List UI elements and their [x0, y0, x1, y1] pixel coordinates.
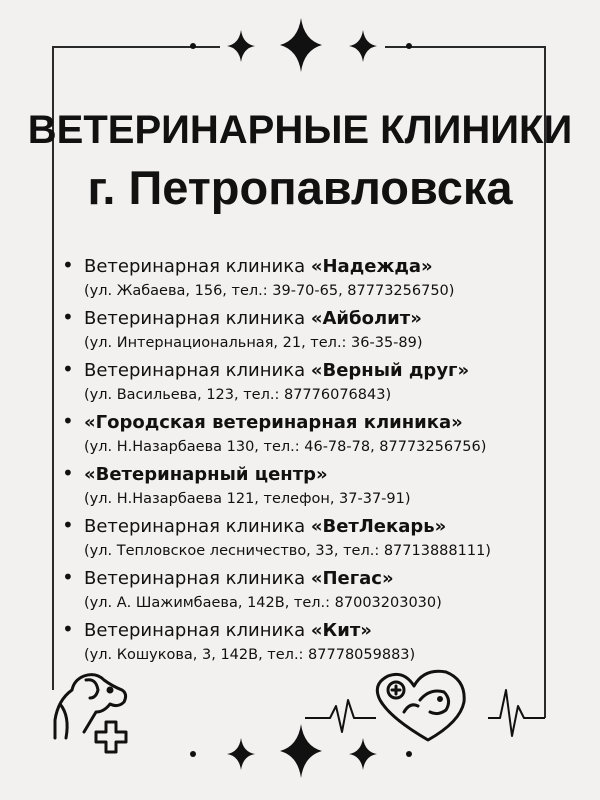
bullet-icon: • — [62, 253, 74, 277]
clinic-name: «Верный друг» — [310, 360, 470, 381]
list-item — [62, 304, 582, 356]
clinic-name: «ВетЛекарь» — [310, 516, 447, 537]
list-item — [62, 408, 582, 460]
sparkle-icon — [280, 18, 322, 72]
bullet-icon: • — [62, 305, 74, 329]
bullet-icon: • — [62, 513, 74, 537]
dot-icon — [190, 43, 196, 49]
sparkle-icon — [349, 738, 377, 770]
sparkle-icon — [349, 30, 377, 62]
list-item — [62, 616, 582, 668]
page-title: ВЕТЕРИНАРНЫЕ КЛИНИКИ — [27, 108, 573, 152]
dot-icon — [190, 751, 196, 757]
bullet-icon: • — [62, 565, 74, 589]
list-item — [62, 460, 582, 512]
clinic-name: «Ветеринарный центр» — [84, 464, 328, 485]
clinic-prefix: Ветеринарная клиника — [84, 360, 311, 381]
clinic-name: «Кит» — [310, 620, 372, 641]
clinic-details: (ул. Кошукова, 3, 142В, тел.: 87778059883) — [84, 647, 416, 663]
clinic-prefix: Ветеринарная клиника — [84, 568, 311, 589]
clinic-name: «Надежда» — [310, 256, 433, 277]
dot-icon — [406, 43, 412, 49]
clinic-details: (ул. Н.Назарбаева 121, телефон, 37-37-91) — [84, 491, 411, 507]
clinic-details: (ул. Жабаева, 156, тел.: 39-70-65, 87773256750) — [84, 283, 455, 299]
clinic-name: «Городская ветеринарная клиника» — [84, 412, 463, 433]
clinic-details: (ул. Тепловское лесничество, 33, тел.: 87713888111) — [84, 543, 491, 559]
bullet-icon: • — [62, 617, 74, 641]
clinic-list — [62, 252, 582, 668]
page-subtitle: г. Петропавловска — [87, 161, 513, 214]
clinic-details: (ул. Н.Назарбаева 130, тел.: 46-78-78, 87773256756) — [84, 439, 487, 455]
clinic-details: (ул. Васильева, 123, тел.: 87776076843) — [84, 387, 392, 403]
bullet-icon: • — [62, 461, 74, 485]
bullet-icon: • — [62, 409, 74, 433]
clinic-prefix: Ветеринарная клиника — [84, 516, 311, 537]
list-item — [62, 252, 582, 304]
clinic-details: (ул. А. Шажимбаева, 142В, тел.: 87003203030) — [84, 595, 442, 611]
dot-icon — [406, 751, 412, 757]
sparkle-icon — [280, 724, 322, 778]
clinic-prefix: Ветеринарная клиника — [84, 256, 311, 277]
list-item — [62, 564, 582, 616]
heart-pet-icon — [377, 671, 464, 740]
clinic-prefix: Ветеринарная клиника — [84, 620, 311, 641]
clinic-name: «Пегас» — [310, 568, 394, 589]
bullet-icon: • — [62, 357, 74, 381]
clinic-name: «Айболит» — [310, 308, 422, 329]
list-item — [62, 512, 582, 564]
sparkle-icon — [227, 30, 255, 62]
medical-cross-icon — [96, 722, 126, 752]
clinic-prefix: Ветеринарная клиника — [84, 308, 311, 329]
list-item — [62, 356, 582, 408]
clinic-details: (ул. Интернациональная, 21, тел.: 36-35-89) — [84, 335, 423, 351]
sparkle-icon — [227, 738, 255, 770]
